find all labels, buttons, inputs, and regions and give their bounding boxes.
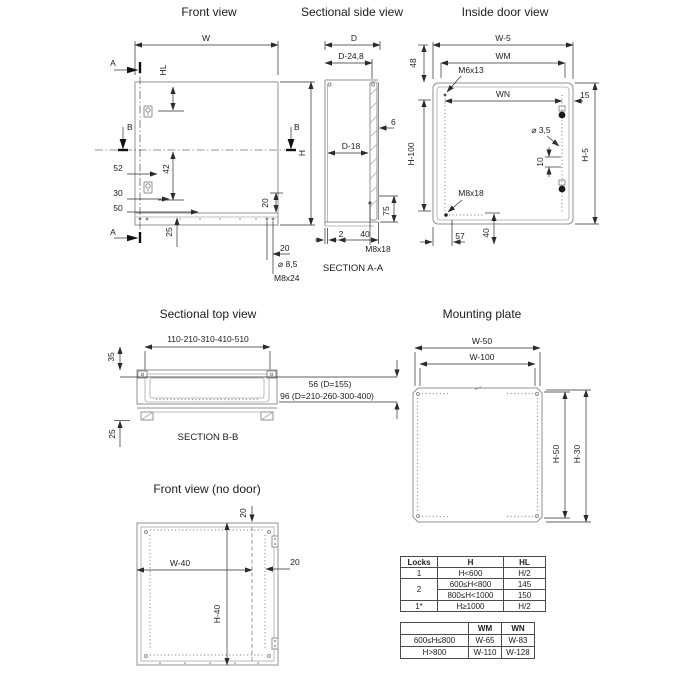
door-outline — [433, 83, 573, 224]
section-a-a-caption: SECTION A-A — [322, 263, 384, 274]
front-dim-25 — [164, 218, 177, 247]
table-cell: 1 — [401, 568, 438, 579]
dim-d-18-label: D-18 — [341, 141, 361, 151]
dim-30-label: 30 — [113, 188, 123, 198]
top-depth-dim — [120, 360, 397, 419]
dim-h-label: H — [297, 149, 307, 157]
dim-w40-label: W-40 — [169, 558, 191, 568]
side-dim-d — [325, 33, 380, 50]
dim-48-label: 48 — [408, 58, 418, 68]
dim-10-label: 10 — [535, 157, 545, 167]
nodoor-title: Front view (no door) — [153, 482, 261, 496]
blank-header-cell — [401, 623, 469, 635]
section-b-label-right: B — [294, 122, 300, 132]
front-lock-symbols — [144, 106, 152, 193]
dim-d-24-8-label: D-24,8 — [338, 51, 364, 61]
table-row — [401, 635, 535, 647]
section-a-label-top: A — [110, 58, 116, 68]
locks-table — [400, 556, 546, 612]
top-dim-35 — [106, 347, 120, 370]
sectional-side-view — [300, 0, 405, 290]
mounting-plate-view — [400, 300, 608, 535]
front-hole-callouts — [267, 221, 300, 283]
sectional-top-view — [40, 300, 400, 465]
side-dim-d-24-8 — [325, 51, 372, 79]
dim-w100-label: W-100 — [469, 352, 495, 362]
locks-table-header-row — [401, 557, 546, 568]
wm-wn-table — [400, 622, 535, 659]
dim-20-right-label: 20 — [290, 557, 300, 567]
top-view-title: Sectional top view — [159, 307, 257, 321]
dim-wm-label: WM — [495, 51, 511, 61]
nodoor-hinges — [272, 536, 278, 649]
nodoor-dim-h40 — [212, 523, 227, 665]
dim-52-label: 52 — [113, 163, 123, 173]
dia-8-5-label: ⌀ 8,5 — [278, 259, 298, 269]
table-cell: H/2 — [504, 568, 546, 579]
table-cell: H≥1000 — [438, 601, 504, 612]
front-enclosure-outline — [135, 82, 278, 225]
dim-h50-label: H-50 — [551, 444, 561, 464]
table-cell: 600≤H<800 — [438, 579, 504, 590]
dim-42-label: 42 — [161, 164, 171, 174]
table-row — [401, 601, 546, 612]
depth-96-label: 96 (D=210-260-300-400) — [280, 391, 374, 401]
door-view-title: Inside door view — [461, 5, 549, 19]
table-cell: W-65 — [469, 635, 502, 647]
table-cell: 150 — [504, 590, 546, 601]
table-cell: W-128 — [502, 647, 535, 659]
dim-75-label: 75 — [381, 206, 391, 216]
door-dim-h5 — [575, 83, 599, 224]
table-row — [401, 568, 546, 579]
door-callout-m6x13 — [447, 65, 484, 92]
dim-w50-label: W-50 — [471, 336, 493, 346]
plate-dim-w100 — [420, 352, 535, 386]
dim-d-label: D — [350, 33, 358, 43]
front-dim-50 — [113, 203, 198, 213]
section-b-label-left: B — [127, 122, 133, 132]
dim-2-label: 2 — [338, 229, 344, 239]
top-body-outline — [137, 370, 277, 420]
thread-m8x24-label: M8x24 — [274, 273, 300, 283]
dim-25-label: 25 — [164, 227, 174, 237]
table-cell: W-110 — [469, 647, 502, 659]
thread-m8x18-door-label: M8x18 — [458, 188, 484, 198]
table-cell: 800≤H<1000 — [438, 590, 504, 601]
side-dim-d-18 — [328, 141, 368, 153]
table-row — [401, 579, 546, 590]
hl-header-cell: HL — [504, 557, 546, 568]
nodoor-dim-w40 — [137, 558, 252, 570]
dim-h5-label: H-5 — [580, 148, 590, 162]
nodoor-outline — [137, 523, 278, 665]
dim-40-door-label: 40 — [481, 228, 491, 238]
plate-dim-h50 — [544, 392, 570, 518]
wm-header-cell: WM — [469, 623, 502, 635]
dim-w-label: W — [201, 33, 211, 43]
side-view-title: Sectional side view — [300, 5, 404, 19]
dim-h100-label: H-100 — [406, 142, 416, 166]
door-dim-48 — [408, 45, 428, 82]
door-dim-wn — [445, 89, 562, 101]
table-cell: 600≤H≤800 — [401, 635, 469, 647]
dim-6-label: 6 — [391, 117, 396, 127]
dim-40-label: 40 — [360, 229, 370, 239]
section-b-b-caption: SECTION B-B — [177, 432, 239, 443]
top-dim-25 — [107, 421, 130, 448]
table-cell: H<600 — [438, 568, 504, 579]
wn-header-cell: WN — [502, 623, 535, 635]
dim-57-label: 57 — [455, 231, 465, 241]
thread-m6x13-label: M6x13 — [458, 65, 484, 75]
table-cell: W-83 — [502, 635, 535, 647]
dim-20-top-label: 20 — [238, 508, 248, 518]
h-header-cell: H — [438, 557, 504, 568]
dim-widths-label: 110-210-310-410-510 — [167, 334, 249, 344]
door-callout-dia-3-5 — [531, 125, 559, 146]
locks-header-cell: Locks — [401, 557, 438, 568]
table-cell: 145 — [504, 579, 546, 590]
inside-door-view — [405, 0, 620, 290]
front-dim-20-side — [260, 193, 283, 212]
table-cell: H/2 — [504, 601, 546, 612]
dim-20-side-label: 20 — [260, 198, 270, 208]
door-callout-m8x18 — [448, 188, 484, 212]
table-cell: 1* — [401, 601, 438, 612]
table-row — [401, 647, 535, 659]
dim-wn-label: WN — [495, 89, 511, 99]
door-dim-h100 — [406, 100, 431, 211]
plate-title: Mounting plate — [442, 307, 522, 321]
nodoor-dim-20-top — [238, 506, 252, 522]
depth-56-label: 56 (D=155) — [308, 379, 352, 389]
front-dim-42 — [158, 152, 184, 200]
wm-wn-header-row — [401, 623, 535, 635]
dim-35-label: 35 — [106, 352, 116, 362]
front-view-title: Front view — [181, 5, 237, 19]
side-bottom-dims — [315, 205, 391, 254]
nodoor-dim-20-right — [266, 557, 300, 569]
plate-outline — [413, 387, 542, 522]
front-dim-w — [135, 33, 278, 75]
door-dim-15 — [575, 90, 590, 101]
dim-20-bottom-label: 20 — [280, 243, 290, 253]
front-view-no-door — [100, 480, 330, 700]
front-dim-hl — [158, 64, 184, 111]
front-view — [30, 0, 320, 300]
dim-50-label: 50 — [113, 203, 123, 213]
top-dim-widths — [145, 334, 270, 373]
dim-h40-label: H-40 — [212, 604, 222, 624]
side-dim-75 — [379, 196, 398, 222]
section-a-label-bottom: A — [110, 227, 116, 237]
door-dim-10 — [535, 147, 561, 177]
section-b-cut-line — [95, 122, 300, 150]
table-cell: 2 — [401, 579, 438, 601]
side-dim-6 — [380, 117, 397, 128]
dim-h30-label: H-30 — [572, 444, 582, 464]
door-dim-40 — [481, 213, 500, 244]
table-cell: H>800 — [401, 647, 469, 659]
dim-w5-label: W-5 — [495, 33, 511, 43]
front-dim-30 — [113, 188, 169, 199]
dim-15-label: 15 — [580, 90, 590, 100]
dim-25-top-label: 25 — [107, 429, 117, 439]
dia-3-5-label: ⌀ 3,5 — [531, 125, 551, 135]
thread-m8x18-label: M8x18 — [365, 244, 391, 254]
dim-hl-label: HL — [158, 64, 168, 76]
